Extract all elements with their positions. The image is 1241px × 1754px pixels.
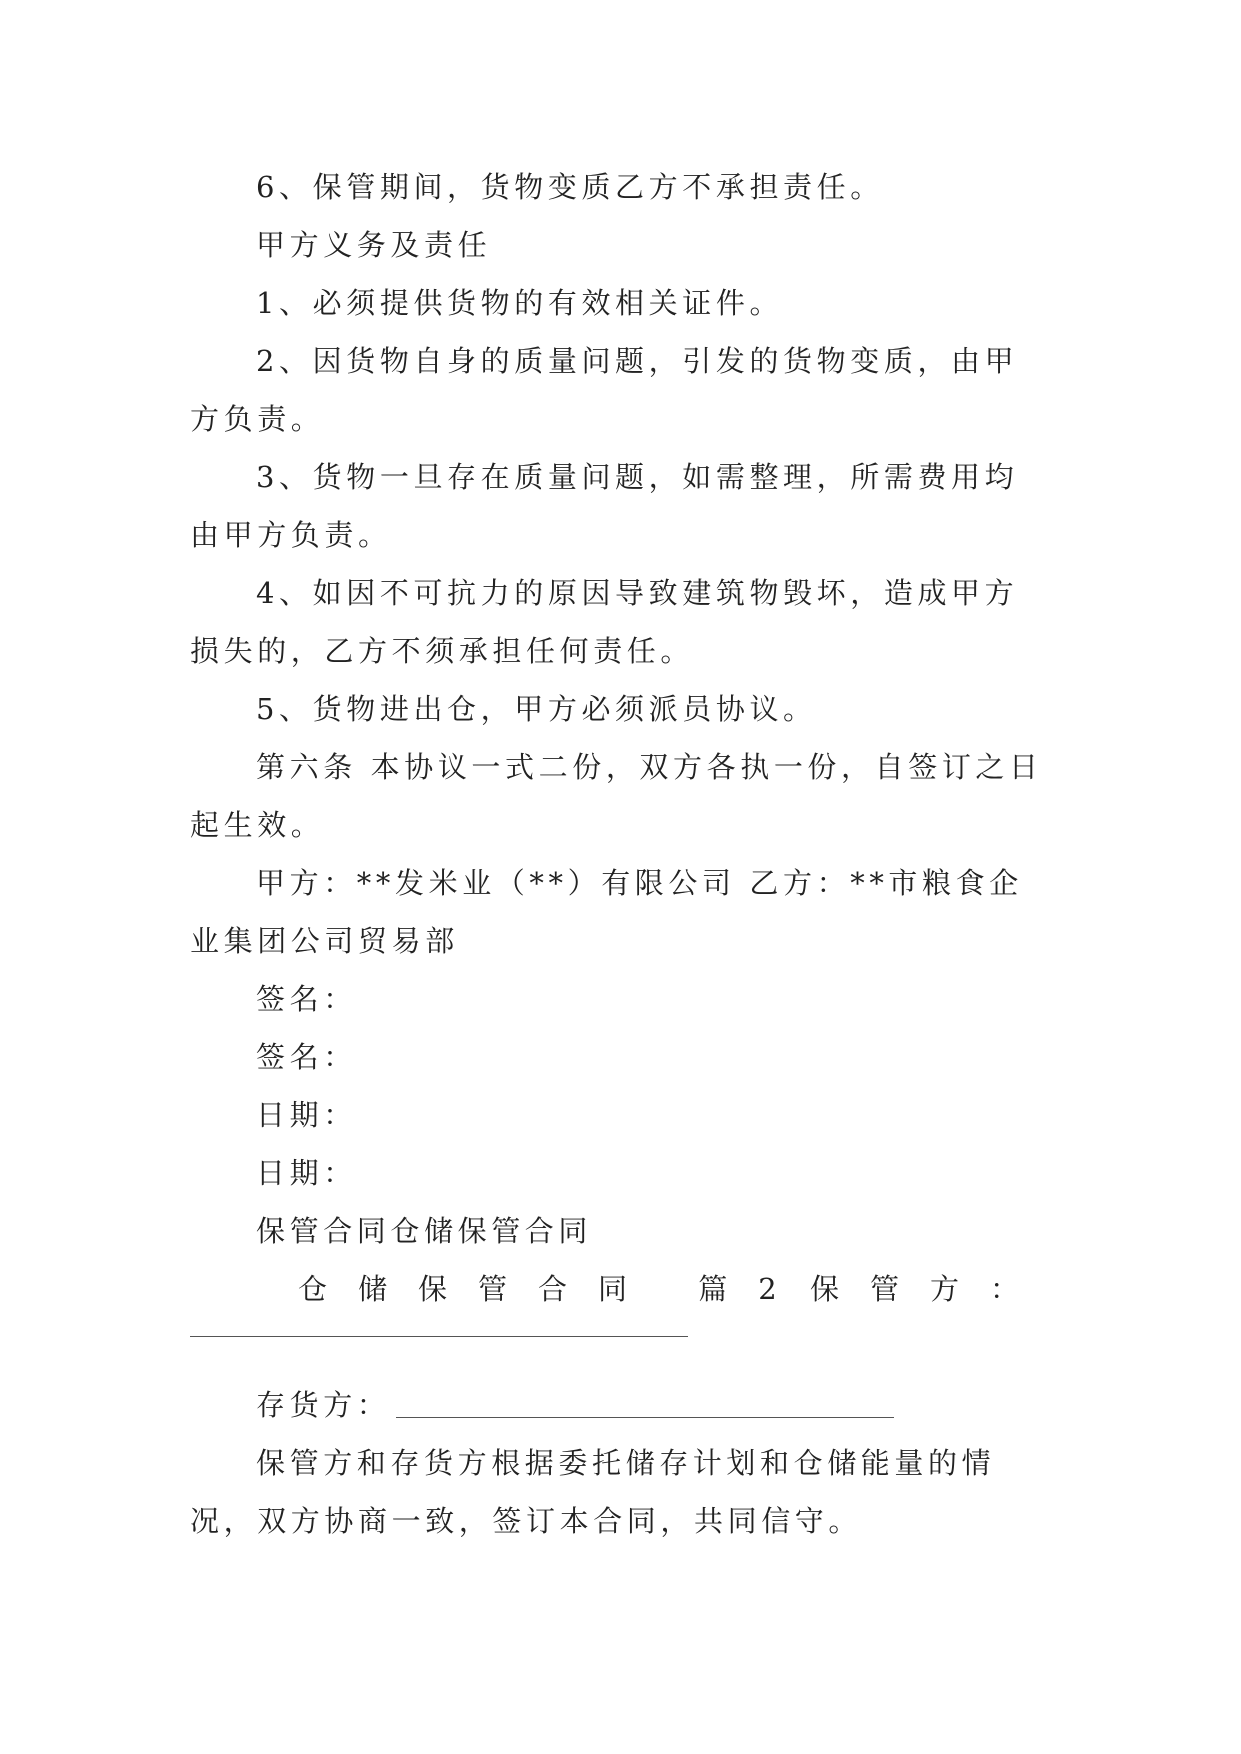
contract-subtitle: 保管合同仓储保管合同 (256, 1214, 593, 1248)
party-a-duty-2: 2、因货物自身的质量问题，引发的货物变质，由甲方负责。 (190, 344, 1019, 436)
party-a-duties-heading: 甲方义务及责任 (256, 228, 492, 262)
document-body (190, 158, 1050, 1550)
depositor-line (190, 1376, 1050, 1434)
closing-paragraph: 保管方和存货方根据委托储存计划和仓储能量的情况，双方协商一致，签订本合同，共同信守。 (190, 1446, 996, 1538)
depositor-underline (396, 1417, 894, 1418)
party-a-duty-5: 5、货物进出仓，甲方必须派员协议。 (256, 692, 817, 726)
contract-heading-row (190, 1260, 1050, 1318)
clause-6: 6、保管期间，货物变质乙方不承担责任。 (256, 170, 884, 204)
custodian-blank-line (190, 1318, 1050, 1376)
contract-heading-title: 仓储保管合同 篇2 (298, 1272, 808, 1306)
date-label-a: 日期： (256, 1098, 357, 1132)
custodian-label: 保管方： (809, 1272, 1050, 1306)
custodian-underline (190, 1336, 688, 1337)
party-a-duty-3: 3、货物一旦存在质量问题，如需整理，所需费用均由甲方负责。 (190, 460, 1019, 552)
signature-label-a: 签名： (256, 982, 357, 1016)
article-6: 第六条 本协议一式二份，双方各执一份，自签订之日起生效。 (190, 750, 1043, 842)
signature-label-b: 签名： (256, 1040, 357, 1074)
date-label-b: 日期： (256, 1156, 357, 1190)
parties-line: 甲方：**发米业（**）有限公司 乙方：**市粮食企业集团公司贸易部 (190, 866, 1023, 958)
depositor-label: 存货方： (256, 1388, 391, 1422)
party-a-duty-1: 1、必须提供货物的有效相关证件。 (256, 286, 784, 320)
party-a-duty-4: 4、如因不可抗力的原因导致建筑物毁坏，造成甲方损失的，乙方不须承担任何责任。 (190, 576, 1019, 668)
